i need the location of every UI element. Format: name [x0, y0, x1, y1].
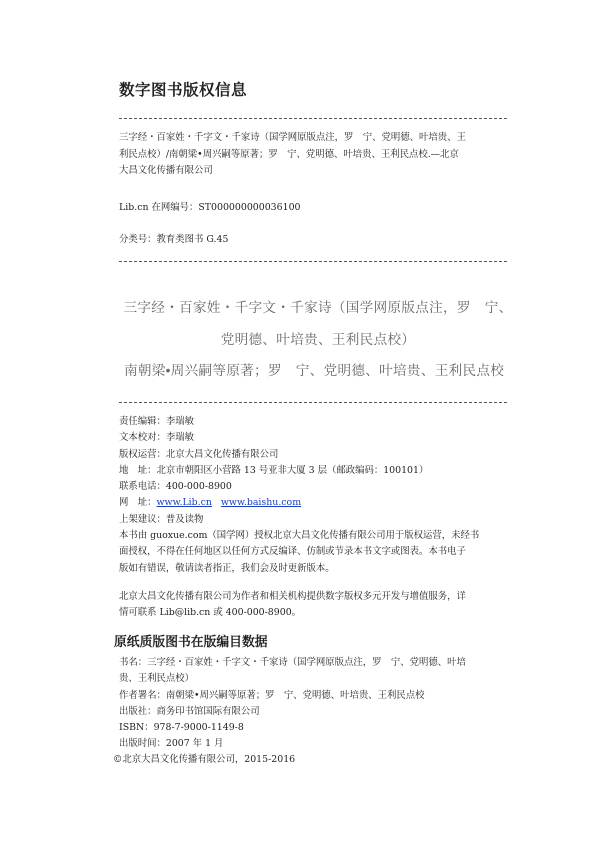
lib-number: Lib.cn 在网编号：ST000000000036100: [119, 202, 301, 213]
cip-block: [119, 130, 519, 180]
phone: 联系电话：400-000-8900: [119, 481, 232, 493]
editor: 责任编辑：李瑞敏: [119, 416, 195, 427]
divider: [119, 261, 507, 262]
cip-line: 三字经・百家姓・千字文・千家诗（国学网原版点注，罗 宁、党明德、叶培贵、王: [119, 132, 466, 143]
isbn: ISBN：978-7-9000-1149-8: [119, 722, 244, 734]
service-line: 北京大昌文化传播有限公司为作者和相关机构提供数字版权多元开发与增值服务，详: [119, 591, 466, 602]
service-line: 情可联系 Lib@lib.cn 或 400-000-8900。: [119, 607, 302, 619]
rights-operator: 版权运营：北京大昌文化传播有限公司: [119, 448, 279, 460]
book-name-line: 贵、王利民点校）: [119, 673, 195, 685]
proofreader: 文本校对：李瑞敏: [119, 432, 195, 444]
category: 分类号：教育类图书 G.45: [119, 234, 229, 245]
service-block: [119, 589, 519, 622]
divider: [119, 118, 507, 119]
book-name-line: 书名：三字经・百家姓・千字文・千家诗（国学网原版点注，罗 宁、党明德、叶培: [119, 657, 466, 668]
page-title: 数字图书版权信息: [119, 81, 248, 99]
publisher: 出版社：商务印书馆国际有限公司: [119, 705, 260, 717]
authors: 作者署名：南朝梁•周兴嗣等原著；罗 宁、党明德、叶培贵、王利民点校: [119, 689, 425, 701]
print-section-heading: 原纸质版图书在版编目数据: [114, 635, 268, 650]
print-section-block: [119, 655, 519, 753]
notice-line: 本书由 guoxue.com（国学网）授权北京大昌文化传播有限公司用于版权运营，未经书: [119, 530, 480, 542]
website-row: [119, 495, 519, 511]
display-author-line: 南朝梁•周兴嗣等原著；罗 宁、党明德、叶培贵、王利民点校: [124, 363, 505, 379]
divider: [119, 402, 507, 403]
address: 地 址：北京市朝阳区小营路 13 号亚非大厦 3 层（邮政编码：100101）: [119, 464, 429, 476]
website-label: 网 址：: [119, 497, 157, 509]
cip-line: 大昌文化传播有限公司: [119, 165, 213, 176]
website-link-baishu[interactable]: www.baishu.com: [220, 497, 302, 509]
cip-line: 利民点校）/南朝梁•周兴嗣等原著；罗 宁、党明德、叶培贵、王利民点校.—北京: [119, 148, 459, 160]
credits-block: [119, 414, 519, 577]
notice-line: 面授权，不得在任何地区以任何方式反编译、仿制或节录本书文字或图表。本书电子: [119, 546, 466, 558]
publish-date: 出版时间：2007 年 1 月: [119, 738, 224, 750]
display-title-line-2: 党明德、叶培贵、王利民点校）: [220, 332, 416, 348]
display-title-line-1: 三字经・百家姓・千字文・千家诗（国学网原版点注，罗 宁、: [123, 300, 513, 316]
copyright: ©北京大昌文化传播有限公司，2015-2016: [113, 754, 296, 765]
notice-line: 版如有错误，敬请读者指正，我们会及时更新版本。: [119, 562, 335, 574]
website-link-lib[interactable]: www.Lib.cn: [156, 497, 212, 509]
shelf-suggestion: 上架建议：普及读物: [119, 513, 204, 525]
